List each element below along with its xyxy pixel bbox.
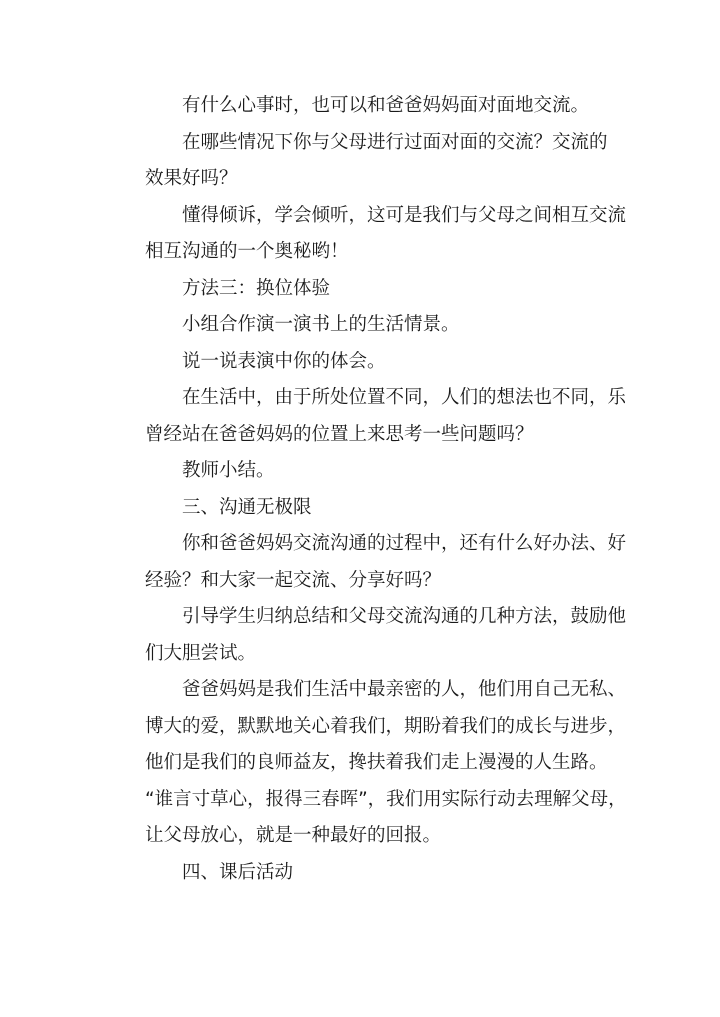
text-line: 他们是我们的良师益友，搀扶着我们走上漫漫的人生路。 bbox=[145, 752, 608, 773]
text-line: 教师小结。 bbox=[182, 460, 275, 481]
text-line: 曾经站在爸爸妈妈的位置上来思考一些问题吗？ bbox=[145, 423, 534, 445]
text-line: 懂得倾诉，学会倾听，这可是我们与父母之间相互交流 bbox=[182, 204, 627, 226]
paragraph bbox=[108, 307, 618, 344]
document-body bbox=[108, 88, 627, 891]
paragraph bbox=[108, 526, 627, 599]
paragraph bbox=[108, 88, 618, 125]
text-line: 说一说表演中你的体会。 bbox=[182, 350, 386, 372]
paragraph bbox=[108, 198, 627, 271]
text-line: 你和爸爸妈妈交流沟通的过程中，还有什么好办法、好 bbox=[182, 533, 627, 554]
text-line: 四、课后活动 bbox=[182, 861, 294, 883]
text-line: 博大的爱，默默地关心着我们，期盼着我们的成长与进步， bbox=[145, 715, 627, 737]
text-line: 引导学生归纳总结和父母交流沟通的几种方法，鼓励他 bbox=[182, 606, 627, 627]
text-line: 让父母放心，就是一种最好的回报。 bbox=[145, 825, 442, 846]
text-line: 在生活中，由于所处位置不同，人们的想法也不同，乐 bbox=[182, 387, 627, 408]
paragraph bbox=[108, 344, 618, 381]
text-line: 在哪些情况下你与父母进行过面对面的交流？交流的 bbox=[182, 131, 608, 153]
paragraph bbox=[108, 672, 627, 855]
paragraph bbox=[108, 599, 627, 672]
paragraph bbox=[108, 380, 627, 453]
text-line: 经验？和大家一起交流、分享好吗？ bbox=[145, 569, 442, 591]
text-line: 方法三：换位体验 bbox=[182, 277, 331, 299]
section-heading bbox=[108, 490, 618, 527]
text-line: 相互沟通的一个奥秘哟！ bbox=[145, 241, 349, 262]
text-line: “谁言寸草心，报得三春晖”，我们用实际行动去理解父母， bbox=[145, 788, 627, 810]
paragraph bbox=[108, 453, 618, 490]
section-heading bbox=[108, 855, 618, 892]
paragraph bbox=[108, 271, 618, 308]
text-line: 爸爸妈妈是我们生活中最亲密的人，他们用自己无私、 bbox=[182, 679, 627, 700]
text-line: 小组合作演一演书上的生活情景。 bbox=[182, 314, 460, 335]
text-line: 三、沟通无极限 bbox=[182, 496, 312, 518]
text-line: 们大胆尝试。 bbox=[145, 642, 257, 664]
paragraph bbox=[108, 125, 618, 198]
text-line: 效果好吗？ bbox=[145, 168, 238, 189]
text-line: 有什么心事时，也可以和爸爸妈妈面对面地交流。 bbox=[182, 95, 590, 116]
